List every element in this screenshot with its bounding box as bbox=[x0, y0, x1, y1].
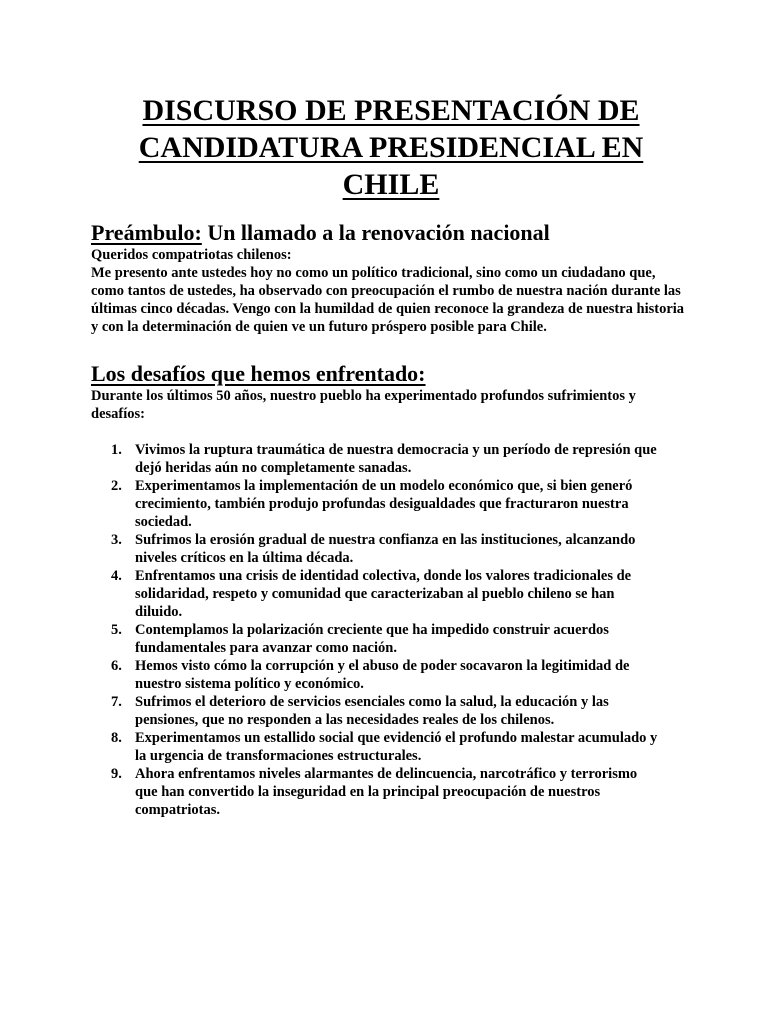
list-item-text: Hemos visto cómo la corrupción y el abuso de poder socavaron la legitimidad de nuestro sistema político y económico. bbox=[135, 658, 630, 692]
list-item-number: 9. bbox=[111, 766, 122, 782]
list-item bbox=[91, 531, 659, 567]
list-item-number: 3. bbox=[111, 532, 122, 548]
challenges-heading: Los desafíos que hemos enfrentado: bbox=[91, 361, 426, 386]
preamble-heading bbox=[91, 220, 691, 246]
list-item bbox=[91, 765, 659, 819]
list-item-text: Vivimos la ruptura traumática de nuestra democracia y un período de represión que dejó heridas aún no completamente sanadas. bbox=[135, 442, 657, 476]
preamble-heading-rest: Un llamado a la renovación nacional bbox=[207, 220, 550, 245]
list-item bbox=[91, 621, 659, 657]
list-item bbox=[91, 693, 659, 729]
list-item bbox=[91, 441, 659, 477]
list-item-text: Sufrimos la erosión gradual de nuestra confianza en las instituciones, alcanzando niveles críticos en la última década. bbox=[135, 532, 636, 566]
list-item-number: 6. bbox=[111, 658, 122, 674]
list-item bbox=[91, 477, 659, 531]
document-page bbox=[91, 92, 691, 819]
challenges-list bbox=[91, 441, 691, 819]
salutation: Queridos compatriotas chilenos: bbox=[91, 247, 292, 263]
intro-paragraph: Me presento ante ustedes hoy no como un político tradicional, sino como un ciudadano que, como tantos de ustedes, ha observado con preocupación el rumbo de nuestra nación durante las últimas cinco décadas. Vengo con la humildad de quien reconoce la grandeza de nuestra historia y con la determinación de quien ve un futuro próspero posible para Chile. bbox=[91, 265, 685, 335]
list-item-number: 7. bbox=[111, 694, 122, 710]
list-item-number: 5. bbox=[111, 622, 122, 638]
list-item-text: Ahora enfrentamos niveles alarmantes de delincuencia, narcotráfico y terrorismo que han convertido la inseguridad en la principal preocupación de nuestros compatriotas. bbox=[135, 766, 638, 818]
list-item-number: 8. bbox=[111, 730, 122, 746]
document-title: DISCURSO DE PRESENTACIÓN DE CANDIDATURA PRESIDENCIAL EN CHILE bbox=[138, 94, 644, 201]
list-item-number: 4. bbox=[111, 568, 122, 584]
list-item-text: Enfrentamos una crisis de identidad colectiva, donde los valores tradicionales de solidaridad, respeto y comunidad que caracterizaban al pueblo chileno se han diluido. bbox=[135, 568, 632, 620]
list-item-text: Contemplamos la polarización creciente que ha impedido construir acuerdos fundamentales para avanzar como nación. bbox=[135, 622, 609, 656]
list-item-text: Experimentamos la implementación de un modelo económico que, si bien generó crecimiento, también produjo profundas desigualdades que fracturaron nuestra sociedad. bbox=[135, 478, 633, 530]
list-item bbox=[91, 567, 659, 621]
preamble-heading-lead: Preámbulo: bbox=[91, 220, 202, 245]
list-item-number: 2. bbox=[111, 478, 122, 494]
list-item bbox=[91, 729, 659, 765]
list-item-text: Experimentamos un estallido social que evidenció el profundo malestar acumulado y la urgencia de transformaciones estructurales. bbox=[135, 730, 658, 764]
list-item-number: 1. bbox=[111, 442, 122, 458]
list-item-text: Sufrimos el deterioro de servicios esenciales como la salud, la educación y las pensiones, que no responden a las necesidades reales de los chilenos. bbox=[135, 694, 609, 728]
challenges-intro: Durante los últimos 50 años, nuestro pueblo ha experimentado profundos sufrimientos y desafíos: bbox=[91, 388, 636, 422]
list-item bbox=[91, 657, 659, 693]
